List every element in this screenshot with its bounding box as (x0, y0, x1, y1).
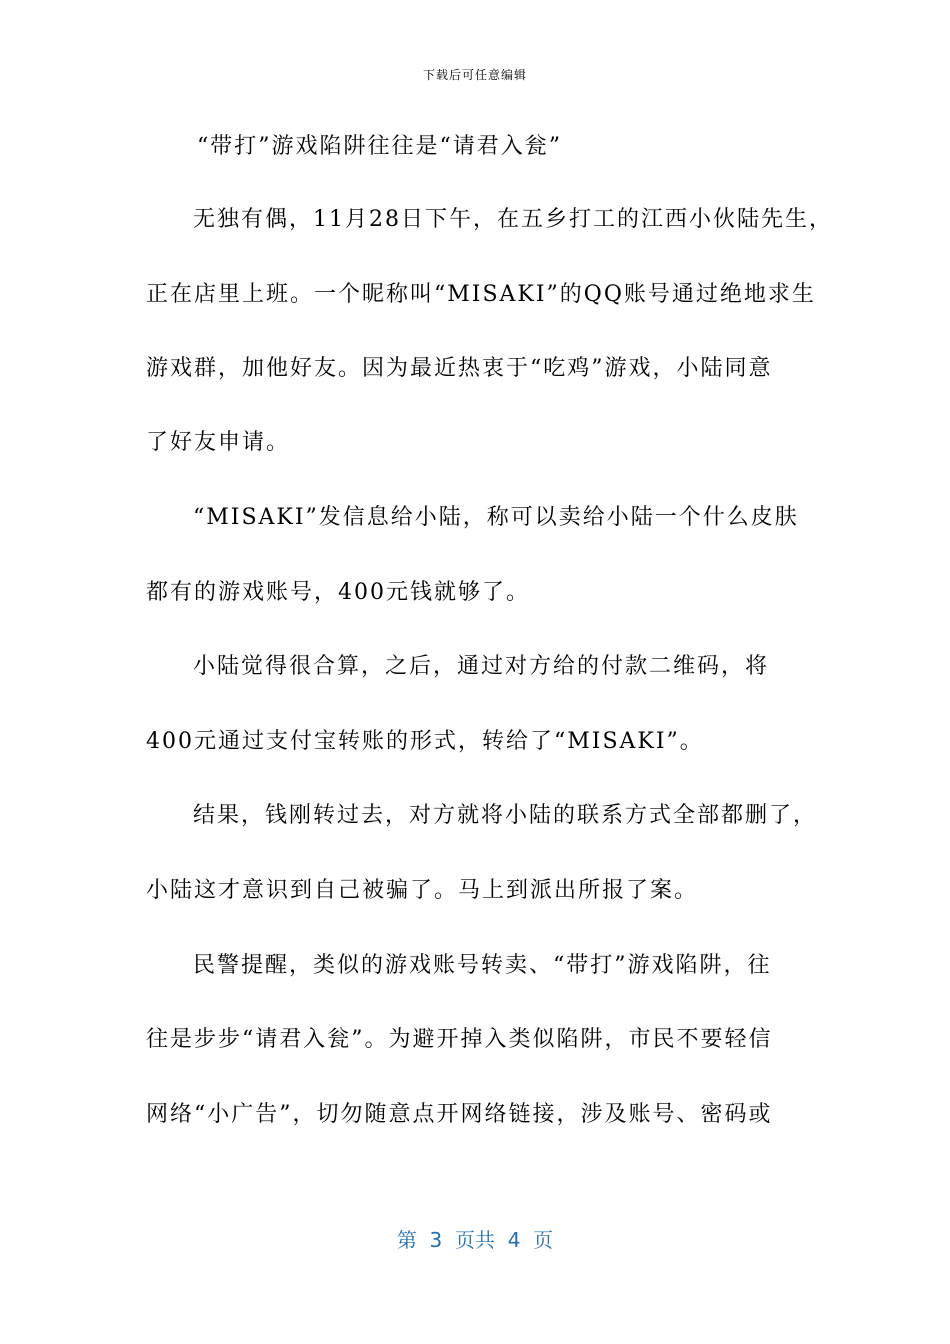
article-line: 正在店里上班。一个昵称叫“MISAKI”的QQ账号通过绝地求生 (146, 282, 816, 307)
page-number: 第 3 页共 4 页 (396, 1228, 554, 1252)
article-line: 网络“小广告”，切勿随意点开网络链接，涉及账号、密码或 (146, 1102, 773, 1127)
article-line: “MISAKI”发信息给小陆，称可以卖给小陆一个什么皮肤 (193, 505, 799, 530)
article-line: 小陆这才意识到自己被骗了。马上到派出所报了案。 (146, 878, 699, 903)
article-line: 结果，钱刚转过去，对方就将小陆的联系方式全部都删了， (193, 803, 818, 828)
article-line: 都有的游戏账号，400元钱就够了。 (146, 580, 530, 605)
article-line: 民警提醒，类似的游戏账号转卖、“带打”游戏陷阱，往 (193, 953, 772, 978)
article-line: 游戏群，加他好友。因为最近热衷于“吃鸡”游戏，小陆同意 (146, 356, 773, 381)
article-line: 无独有偶，11月28日下午，在五乡打工的江西小伙陆先生， (193, 207, 833, 232)
article-line: 小陆觉得很合算，之后，通过对方给的付款二维码，将 (193, 654, 770, 679)
download-note: 下载后可任意编辑 (422, 68, 527, 82)
article-line: “带打”游戏陷阱往往是“请君入瓮” (197, 134, 562, 159)
article-line: 了好友申请。 (146, 430, 291, 455)
article-line: 400元通过支付宝转账的形式，转给了“MISAKI”。 (146, 729, 704, 754)
article-line: 往是步步“请君入瓮”。为避开掉入类似陷阱，市民不要轻信 (146, 1027, 773, 1052)
